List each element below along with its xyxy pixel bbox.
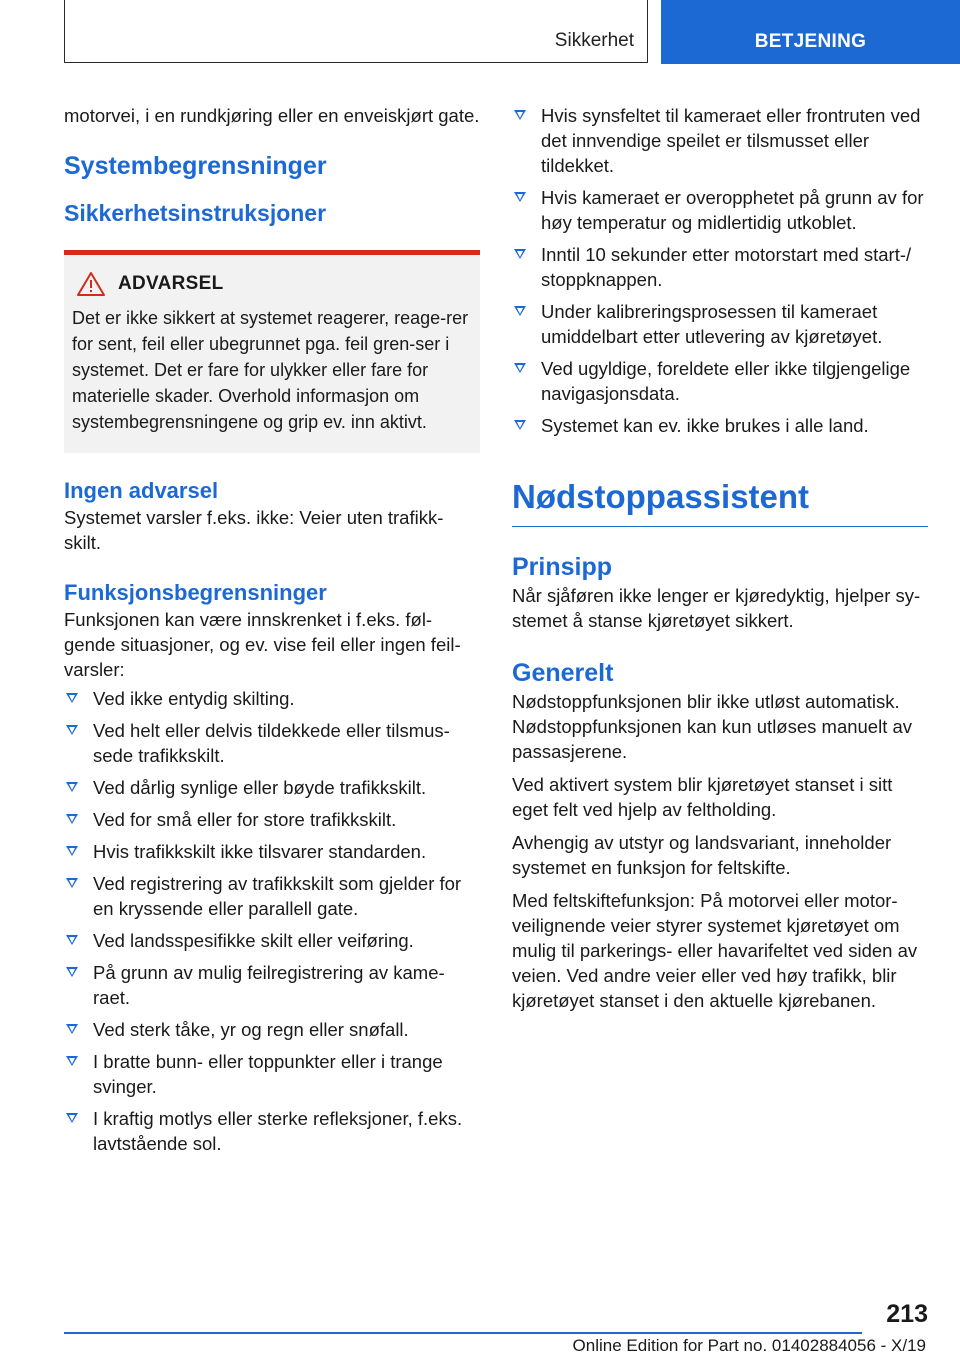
list-item: Ved ugyldige, foreldete eller ikke tilgjengelige navigasjonsdata. <box>512 356 928 406</box>
general-paragraph: Nødstoppfunksjonen blir ikke utløst automatisk. Nødstoppfunksjonen kan kun utløses manuelt av passasjerene. <box>512 691 913 762</box>
list-item: I bratte bunn- eller toppunkter eller i trange svinger. <box>64 1049 480 1099</box>
bullet-triangle-icon <box>514 249 526 259</box>
bullet-triangle-icon <box>66 1113 78 1123</box>
bullet-triangle-icon <box>66 967 78 977</box>
general-paragraph: Med feltskiftefunksjon: På motorvei eller motor-veilignende veier styrer systemet kjøretøyet om mulig til parkerings- eller havarifeltet ved siden av veien. Ved andre veier eller ved høy trafikk, blir kjøretøyet stanset i den aktuelle kjørebanen. <box>512 890 918 1011</box>
camera-limits-list <box>512 103 928 438</box>
function-limits-text: Funksjonen kan være innskrenket i f.eks. føl-gende situasjoner, og ev. vise feil eller ingen feil-varsler: <box>64 609 461 680</box>
heading-function-limits: Funksjonsbegrensninger <box>64 580 327 605</box>
list-item: Ved sterk tåke, yr og regn eller snøfall. <box>64 1017 480 1042</box>
bullet-triangle-icon <box>514 192 526 202</box>
list-item: Ved registrering av trafikkskilt som gjelder for en kryssende eller parallell gate. <box>64 871 480 921</box>
list-item: Systemet kan ev. ikke brukes i alle land. <box>512 413 928 438</box>
footer-divider <box>64 1332 862 1334</box>
list-item: På grunn av mulig feilregistrering av kame-raet. <box>64 960 480 1010</box>
principle-text: Når sjåføren ikke lenger er kjøredyktig, hjelper sy-stemet å stanse kjøretøyet sikkert. <box>512 585 921 631</box>
list-item: Ved landsspesifikke skilt eller veiføring. <box>64 928 480 953</box>
warning-title: ADVARSEL <box>118 273 224 294</box>
list-item: I kraftig motlys eller sterke refleksjoner, f.eks. lavtstående sol. <box>64 1106 480 1156</box>
bullet-triangle-icon <box>66 1024 78 1034</box>
header-section-box <box>64 0 648 63</box>
bullet-triangle-icon <box>514 110 526 120</box>
heading-system-limits: Systembegrensninger <box>64 152 327 180</box>
heading-principle: Prinsipp <box>512 553 613 581</box>
bullet-triangle-icon <box>514 306 526 316</box>
heading-emergency-stop-assistant: Nødstoppassistent <box>512 476 928 527</box>
bullet-triangle-icon <box>514 363 526 373</box>
bullet-triangle-icon <box>66 935 78 945</box>
bullet-triangle-icon <box>66 693 78 703</box>
warning-header <box>72 271 470 297</box>
heading-general: Generelt <box>512 659 614 687</box>
heading-safety-instructions: Sikkerhetsinstruksjoner <box>64 200 327 226</box>
list-item: Ved dårlig synlige eller bøyde trafikkskilt. <box>64 775 480 800</box>
intro-text: motorvei, i en rundkjøring eller en enveiskjørt gate. <box>64 105 480 126</box>
list-item: Ved ikke entydig skilting. <box>64 686 480 711</box>
list-item: Hvis kameraet er overopphetet på grunn av for høy temperatur og midlertidig utkoblet. <box>512 185 928 235</box>
function-limits-list <box>64 686 480 1156</box>
bullet-triangle-icon <box>66 782 78 792</box>
no-warning-text: Systemet varsler f.eks. ikke: Veier uten trafikk-skilt. <box>64 507 444 553</box>
general-paragraph: Ved aktivert system blir kjøretøyet stanset i sitt eget felt ved hjelp av feltholding. <box>512 774 893 820</box>
warning-triangle-icon <box>76 271 106 297</box>
left-column <box>64 103 480 1163</box>
general-paragraph: Avhengig av utstyr og landsvariant, inneholder systemet en funksjon for feltskifte. <box>512 832 892 878</box>
page-number: 213 <box>886 1300 928 1328</box>
footer-edition: Online Edition for Part no. 01402884056 - X/19 <box>572 1336 926 1355</box>
header-chapter-tab <box>661 0 960 64</box>
warning-text: Det er ikke sikkert at systemet reagerer, reage-rer for sent, feil eller ubegrunnet pga. feil gren-ser i systemet. Det er fare for ulykker eller fare for materielle skader. Overhold informasjon om systembegrensningene og grip ev. inn aktivt. <box>72 308 469 432</box>
list-item: Hvis trafikkskilt ikke tilsvarer standarden. <box>64 839 480 864</box>
bullet-triangle-icon <box>66 846 78 856</box>
warning-box <box>64 250 480 453</box>
list-item: Hvis synsfeltet til kameraet eller frontruten ved det innvendige speilet er tilsmusset eller tildekket. <box>512 103 928 178</box>
heading-no-warning: Ingen advarsel <box>64 478 219 503</box>
list-item: Under kalibreringsprosessen til kameraet umiddelbart etter utlevering av kjøretøyet. <box>512 299 928 349</box>
bullet-triangle-icon <box>66 814 78 824</box>
bullet-triangle-icon <box>66 1056 78 1066</box>
list-item: Ved helt eller delvis tildekkede eller tilsmus-sede trafikkskilt. <box>64 718 480 768</box>
bullet-triangle-icon <box>66 878 78 888</box>
header-chapter-title: BETJENING <box>754 31 867 52</box>
right-column <box>512 103 928 1021</box>
list-item: Inntil 10 sekunder etter motorstart med start-/ stoppknappen. <box>512 242 928 292</box>
bullet-triangle-icon <box>514 420 526 430</box>
header-section-title: Sikkerhet <box>554 30 634 51</box>
bullet-triangle-icon <box>66 725 78 735</box>
list-item: Ved for små eller for store trafikkskilt. <box>64 807 480 832</box>
